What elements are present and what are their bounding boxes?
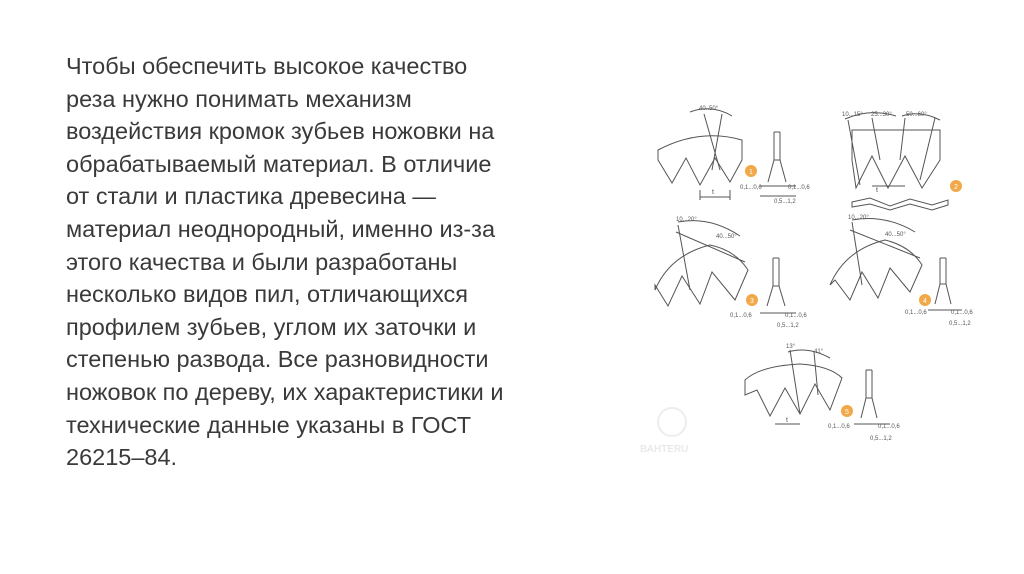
pitch-label: t [712,189,714,196]
watermark-logo [640,408,688,455]
dimension-label: 0,1...0,6 [785,313,807,319]
angle-label: 40...50° [885,232,906,238]
body-text [66,50,606,474]
text-line: материал неоднородный, именно из-за [66,215,496,242]
tooth-profile-5 [745,344,900,442]
saw-teeth-diagram [640,95,985,460]
angle-label: 13° [786,344,796,350]
text-line: от стали и пластика древесина — [66,183,436,210]
angle-arc [788,350,830,358]
text-line: ножовок по дереву, их характеристики и [66,378,504,405]
text-line: воздействия кромок зубьев ножовки на [66,118,495,145]
dimension-label: 0,1...0,6 [828,424,850,430]
angle-label: 25...30° [871,112,892,118]
profile-number: 5 [845,409,849,416]
dimension-label: 0,1...0,6 [878,424,900,430]
tooth-set-view [935,258,951,304]
text-line: Чтобы обеспечить высокое качество [66,53,468,79]
saw-blade-outline [830,240,922,300]
text-line: обрабатываемый материал. В отличие [66,150,492,177]
dimension-label: 0,5...1,2 [870,436,892,442]
dimension-label: 0,1...0,6 [788,185,810,191]
tooth-set-view [768,132,786,182]
angle-label: 50...60° [906,112,927,118]
watermark-text: ВАНТЕRU [640,444,689,455]
dimension-label: 0,5...1,2 [774,199,796,205]
angle-label: 10...20° [848,215,869,221]
text-line: реза нужно понимать механизм [66,85,412,112]
text-line: несколько видов пил, отличающихся [66,281,469,308]
saw-blade-outline [658,136,742,185]
dimension-label: 0,1...0,6 [730,313,752,319]
dimension-label: 0,1...0,6 [740,185,762,191]
angle-label: 10...15° [842,112,863,118]
saw-blade-outline [655,245,748,306]
text-line: этого качества и были разработаны [66,248,458,275]
pitch-label: t [786,417,788,424]
profile-number: 3 [750,298,754,305]
tooth-profile-2 [842,112,962,210]
tooth-profile-4 [830,215,973,327]
profile-number: 1 [749,169,753,176]
text-line: степенью развода. Все разновидности [66,346,489,373]
angle-label: 40...50° [716,234,737,240]
text-line: 26215–84. [66,444,178,471]
tooth-set-view [852,198,948,210]
dimension-label: 0,1...0,6 [951,310,973,316]
angle-label: 40..50° [699,106,719,112]
profile-number: 4 [923,298,927,305]
dimension-label: 0,1...0,6 [905,310,927,316]
text-line: профилем зубьев, углом их заточки и [66,313,477,340]
tooth-profile-1 [658,106,810,205]
tooth-set-view [767,258,785,306]
angle-label: 41° [814,349,824,355]
text-line: технические данные указаны в ГОСТ [66,411,472,438]
dimension-label: 0,5...1,2 [949,321,971,327]
dimension-label: 0,5...1,2 [777,323,799,329]
tooth-set-view [861,370,877,418]
pitch-label: t [876,187,878,194]
angle-label: 10...20° [676,217,697,223]
saw-blade-outline [852,130,940,188]
profile-number: 2 [954,184,958,191]
tooth-profile-3 [655,217,807,329]
